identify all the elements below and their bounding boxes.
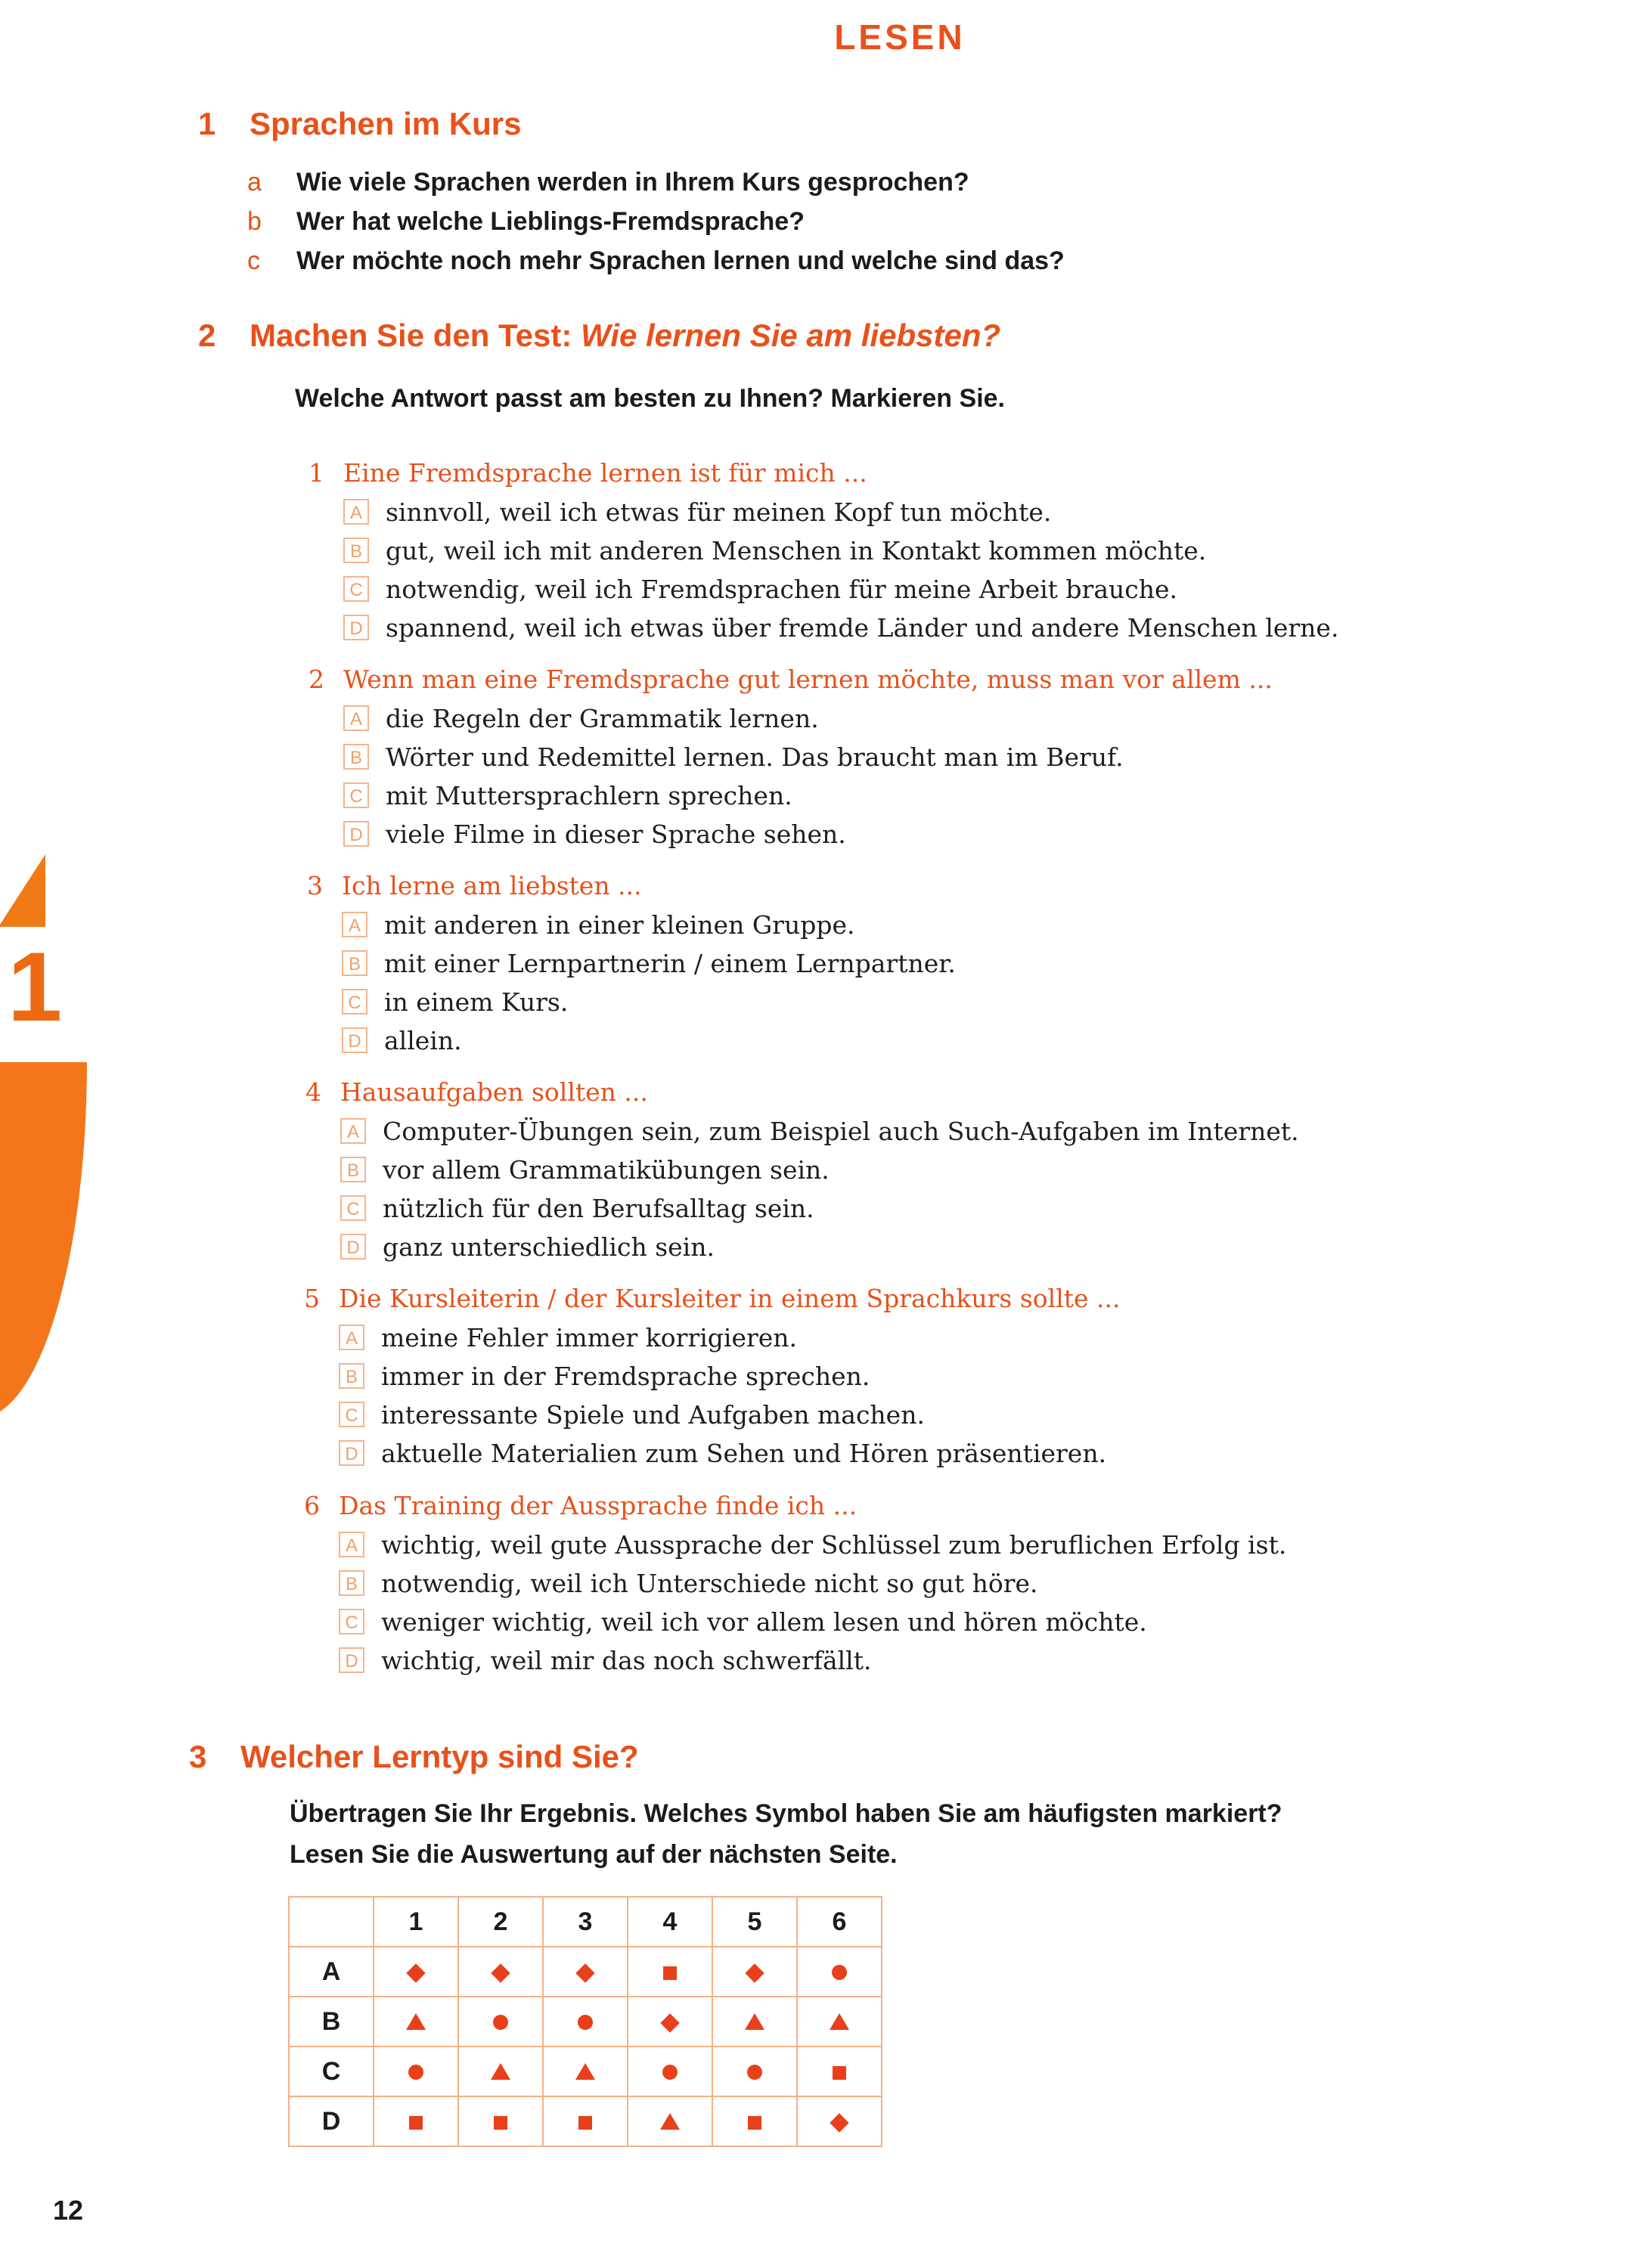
question-5: [304, 1279, 1121, 1473]
diamond-icon: [660, 2013, 679, 2032]
section-3-instruction-1: Übertragen Sie Ihr Ergebnis. Welches Symbol haben Sie am häufigsten markiert?: [290, 1799, 1282, 1828]
chapter-tab-number: 1: [8, 931, 63, 1042]
triangle-icon: [0, 854, 45, 927]
row-label: C: [289, 2046, 374, 2096]
table-header-row: [289, 1897, 882, 1947]
column-header: 2: [458, 1897, 543, 1947]
answer-text: mit Muttersprachlern sprechen.: [386, 781, 792, 810]
question-title: [309, 660, 1273, 699]
answer-option[interactable]: [305, 1189, 1299, 1228]
symbol-cell[interactable]: [712, 1947, 797, 1997]
question-number: 2: [309, 665, 324, 694]
answer-option[interactable]: [304, 1526, 1286, 1564]
answer-checkbox[interactable]: D: [339, 1647, 364, 1673]
circle-icon: [747, 2065, 762, 2080]
symbol-cell[interactable]: [543, 1997, 628, 2046]
question-text: Das Training der Aussprache finde ich ...: [339, 1491, 857, 1520]
circle-icon: [408, 2065, 423, 2080]
diamond-icon: [406, 1963, 425, 1982]
question-number: 1: [309, 458, 324, 488]
answer-checkbox[interactable]: B: [343, 744, 369, 770]
answer-option[interactable]: [309, 776, 1273, 815]
question-title: [307, 866, 956, 906]
answer-text: vor allem Grammatikübungen sein.: [383, 1155, 830, 1185]
answer-checkbox[interactable]: B: [342, 950, 367, 976]
question-number: 3: [307, 871, 323, 900]
answer-text: immer in der Fremdsprache sprechen.: [381, 1362, 870, 1391]
answer-text: wichtig, weil gute Aussprache der Schlüssel zum beruflichen Erfolg ist.: [381, 1530, 1287, 1560]
answer-option[interactable]: [304, 1357, 1121, 1396]
circle-icon: [578, 2015, 593, 2030]
answer-checkbox[interactable]: C: [343, 576, 369, 602]
answer-option[interactable]: [309, 738, 1273, 776]
answer-text: notwendig, weil ich Fremdsprachen für meine Arbeit brauche.: [386, 575, 1178, 604]
answer-text: allein.: [384, 1026, 462, 1055]
answer-option[interactable]: [307, 983, 956, 1021]
answer-option[interactable]: [309, 815, 1273, 854]
table-row: [289, 2046, 882, 2096]
answer-checkbox[interactable]: A: [339, 1532, 364, 1557]
question-title: [309, 454, 1338, 493]
question-title: [304, 1486, 1286, 1526]
section-title: Welcher Lerntyp sind Sie?: [240, 1739, 639, 1774]
answer-checkbox[interactable]: C: [339, 1609, 364, 1634]
square-icon: [578, 2116, 592, 2130]
answer-checkbox[interactable]: C: [342, 989, 367, 1015]
question-3: [307, 866, 956, 1060]
answer-checkbox[interactable]: D: [342, 1027, 367, 1053]
square-icon: [494, 2116, 507, 2130]
triangle-icon: [830, 2013, 849, 2030]
column-header: 1: [374, 1897, 458, 1947]
answer-text: meine Fehler immer korrigieren.: [381, 1323, 798, 1352]
section-3-instruction-2: Lesen Sie die Auswertung auf der nächsten Seite.: [290, 1840, 898, 1869]
question-number: 4: [305, 1077, 321, 1107]
answer-option[interactable]: [309, 570, 1338, 609]
answer-text: mit anderen in einer kleinen Gruppe.: [384, 910, 855, 940]
answer-option[interactable]: [305, 1151, 1299, 1189]
question-text: Wenn man eine Fremdsprache gut lernen möchte, muss man vor allem ...: [343, 665, 1273, 694]
triangle-icon: [745, 2013, 764, 2030]
answer-checkbox[interactable]: B: [340, 1157, 366, 1182]
symbol-cell[interactable]: [374, 2096, 458, 2146]
question-text: Hausaufgaben sollten ...: [340, 1077, 648, 1107]
answer-text: gut, weil ich mit anderen Menschen in Kontakt kommen möchte.: [386, 536, 1207, 565]
answer-checkbox[interactable]: A: [343, 499, 369, 525]
symbol-cell[interactable]: [797, 1947, 882, 1997]
symbol-cell[interactable]: [797, 2096, 882, 2146]
section-2-instruction: Welche Antwort passt am besten zu Ihnen? Markieren Sie.: [295, 384, 1006, 413]
answer-text: Wörter und Redemittel lernen. Das braucht man im Beruf.: [386, 742, 1124, 772]
square-icon: [748, 2116, 761, 2130]
item-text: Wie viele Sprachen werden in Ihrem Kurs gesprochen?: [296, 168, 969, 197]
answer-checkbox[interactable]: B: [339, 1363, 364, 1389]
question-title: [304, 1279, 1121, 1318]
symbol-cell[interactable]: [543, 1947, 628, 1997]
answer-text: sinnvoll, weil ich etwas für meinen Kopf tun möchte.: [386, 497, 1052, 527]
answer-checkbox[interactable]: A: [339, 1325, 364, 1350]
answer-option[interactable]: [304, 1318, 1121, 1357]
symbol-cell[interactable]: [458, 2096, 543, 2146]
answer-option[interactable]: [304, 1603, 1286, 1641]
symbol-cell[interactable]: [712, 2046, 797, 2096]
row-label: B: [289, 1997, 374, 2046]
symbol-cell[interactable]: [797, 2046, 882, 2096]
section-2-heading: [198, 318, 1000, 354]
answer-text: in einem Kurs.: [384, 987, 569, 1017]
question-text: Eine Fremdsprache lernen ist für mich ...: [343, 458, 867, 488]
answer-checkbox[interactable]: C: [340, 1195, 366, 1221]
answer-text: nützlich für den Berufsalltag sein.: [383, 1194, 814, 1223]
item-letter: a: [247, 168, 262, 197]
answer-option[interactable]: [304, 1564, 1286, 1603]
table-row: [289, 2096, 882, 2146]
diamond-icon: [491, 1963, 510, 1982]
question-text: Ich lerne am liebsten ...: [342, 871, 642, 900]
section-number: 2: [198, 318, 216, 353]
square-icon: [833, 2066, 846, 2080]
answer-checkbox[interactable]: B: [339, 1570, 364, 1596]
column-header: 3: [543, 1897, 628, 1947]
answer-text: ganz unterschiedlich sein.: [383, 1232, 715, 1262]
table-row: [289, 1947, 882, 1997]
row-label: D: [289, 2096, 374, 2146]
answer-option[interactable]: [304, 1641, 1286, 1680]
section-title: Machen Sie den Test:: [250, 318, 572, 353]
item-letter: c: [247, 246, 260, 275]
answer-option[interactable]: [304, 1396, 1121, 1434]
answer-checkbox[interactable]: D: [343, 821, 369, 847]
answer-option[interactable]: [309, 699, 1273, 738]
symbol-cell[interactable]: [374, 1947, 458, 1997]
list-item: [198, 246, 1065, 286]
circle-icon: [832, 1965, 847, 1980]
answer-option[interactable]: [307, 944, 956, 983]
question-number: 6: [304, 1491, 320, 1520]
diamond-icon: [745, 1963, 764, 1982]
diamond-icon: [575, 1963, 594, 1982]
answer-text: viele Filme in dieser Sprache sehen.: [386, 820, 846, 849]
answer-text: aktuelle Materialien zum Sehen und Hören präsentieren.: [381, 1439, 1107, 1468]
section-number: 3: [189, 1739, 207, 1774]
answer-checkbox[interactable]: A: [340, 1118, 366, 1144]
question-number: 5: [304, 1284, 320, 1313]
question-6: [304, 1486, 1286, 1680]
answer-text: wichtig, weil mir das noch schwerfällt.: [381, 1646, 872, 1675]
chapter-tab-shape: [0, 1062, 87, 1418]
answer-text: die Regeln der Grammatik lernen.: [386, 704, 819, 733]
list-item: [198, 207, 1065, 246]
symbol-cell[interactable]: [374, 1997, 458, 2046]
triangle-icon: [575, 2063, 595, 2080]
answer-checkbox[interactable]: A: [343, 705, 369, 731]
answer-checkbox[interactable]: D: [340, 1234, 366, 1259]
question-1: [309, 454, 1338, 647]
question-2: [309, 660, 1273, 854]
item-text: Wer möchte noch mehr Sprachen lernen und welche sind das?: [296, 246, 1065, 275]
answer-checkbox[interactable]: D: [343, 615, 369, 640]
item-text: Wer hat welche Lieblings-Fremdsprache?: [296, 207, 805, 236]
diamond-icon: [830, 2113, 848, 2132]
answer-text: notwendig, weil ich Unterschiede nicht so gut höre.: [381, 1569, 1038, 1598]
answer-text: mit einer Lernpartnerin / einem Lernpartner.: [384, 949, 956, 978]
answer-option[interactable]: [307, 906, 956, 944]
symbol-cell[interactable]: [543, 2096, 628, 2146]
answer-text: interessante Spiele und Aufgaben machen.: [381, 1400, 925, 1430]
question-text: Die Kursleiterin / der Kursleiter in einem Sprachkurs sollte ...: [339, 1284, 1121, 1313]
answer-text: spannend, weil ich etwas über fremde Länder und andere Menschen lerne.: [386, 613, 1339, 643]
section-title: Sprachen im Kurs: [250, 106, 522, 141]
symbol-cell[interactable]: [458, 1947, 543, 1997]
page-title: LESEN: [834, 17, 966, 57]
answer-option[interactable]: [309, 609, 1338, 647]
column-header: 4: [628, 1897, 712, 1947]
triangle-icon: [406, 2013, 426, 2030]
symbol-cell[interactable]: [374, 2046, 458, 2096]
section-title-italic: Wie lernen Sie am liebsten?: [581, 318, 1001, 353]
column-header: 5: [712, 1897, 797, 1947]
symbol-cell[interactable]: [543, 2046, 628, 2096]
section-3-heading: [189, 1739, 639, 1775]
symbol-cell[interactable]: [628, 1997, 712, 2046]
answer-text: Computer-Übungen sein, zum Beispiel auch Such-Aufgaben im Internet.: [383, 1117, 1299, 1146]
list-item: [198, 168, 1065, 207]
section-number: 1: [198, 106, 216, 141]
square-icon: [409, 2116, 423, 2130]
answer-option[interactable]: [304, 1434, 1121, 1473]
page-number: 12: [53, 2195, 84, 2226]
result-table: [288, 1896, 882, 2147]
answer-checkbox[interactable]: C: [343, 782, 369, 808]
table-corner-cell: [289, 1897, 374, 1947]
answer-option[interactable]: [309, 531, 1338, 570]
item-letter: b: [247, 207, 262, 236]
answer-checkbox[interactable]: C: [339, 1402, 364, 1427]
answer-checkbox[interactable]: D: [339, 1440, 364, 1466]
symbol-cell[interactable]: [628, 2096, 712, 2146]
answer-option[interactable]: [305, 1112, 1299, 1151]
table-row: [289, 1997, 882, 2046]
answer-option[interactable]: [307, 1021, 956, 1060]
question-title: [305, 1073, 1299, 1112]
symbol-cell[interactable]: [797, 1997, 882, 2046]
symbol-cell[interactable]: [458, 1997, 543, 2046]
symbol-cell[interactable]: [712, 2096, 797, 2146]
column-header: 6: [797, 1897, 882, 1947]
symbol-cell[interactable]: [712, 1997, 797, 2046]
answer-text: weniger wichtig, weil ich vor allem lesen und hören möchte.: [381, 1607, 1147, 1637]
triangle-icon: [491, 2063, 510, 2080]
question-4: [305, 1073, 1299, 1266]
answer-option[interactable]: [309, 493, 1338, 531]
symbol-cell[interactable]: [458, 2046, 543, 2096]
answer-checkbox[interactable]: A: [342, 912, 367, 937]
square-icon: [663, 1966, 677, 1980]
task-list: [198, 168, 1065, 286]
answer-option[interactable]: [305, 1228, 1299, 1266]
section-1-heading: [198, 106, 521, 142]
symbol-cell[interactable]: [628, 1947, 712, 1997]
row-label: A: [289, 1947, 374, 1997]
triangle-icon: [660, 2113, 680, 2130]
answer-checkbox[interactable]: B: [343, 538, 369, 563]
circle-icon: [662, 2065, 678, 2080]
circle-icon: [493, 2015, 508, 2030]
symbol-cell[interactable]: [628, 2046, 712, 2096]
